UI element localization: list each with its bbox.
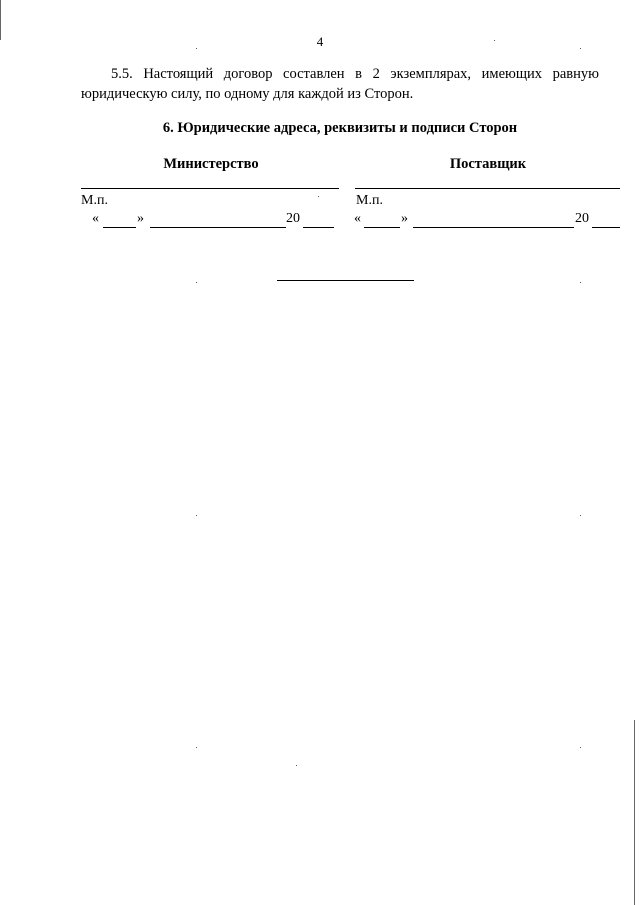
scan-speck [580, 282, 581, 283]
closing-rule [277, 280, 414, 281]
scan-speck [580, 747, 581, 748]
scan-edge-mark [0, 0, 1, 40]
clause-line-1: 5.5. Настоящий договор составлен в 2 экземплярах, имеющих равную [111, 66, 599, 82]
quote-open: « [354, 211, 361, 226]
scan-edge-mark [634, 720, 635, 905]
scan-speck [196, 515, 197, 516]
party-title-supplier: Поставщик [449, 156, 527, 172]
year-blank [303, 227, 334, 228]
page-number: 4 [316, 34, 324, 49]
scan-speck [196, 747, 197, 748]
party-title-ministry: Министерство [163, 156, 259, 172]
month-blank [150, 227, 286, 228]
date-field-supplier [354, 211, 620, 231]
stamp-label-ministry: М.п. [81, 193, 108, 208]
scan-speck [580, 48, 581, 49]
clause-5-5 [81, 64, 599, 104]
scan-speck [196, 282, 197, 283]
year-blank [592, 227, 620, 228]
signature-line-ministry [81, 188, 339, 189]
day-blank [364, 227, 400, 228]
scan-speck [580, 515, 581, 516]
date-field-ministry [92, 211, 335, 231]
quote-open: « [92, 211, 99, 226]
clause-line-2: юридическую силу, по одному для каждой из Сторон. [81, 86, 414, 102]
section-heading: 6. Юридические адреса, реквизиты и подписи Сторон [162, 120, 518, 136]
scan-speck [318, 196, 319, 197]
quote-close: » [137, 211, 144, 226]
year-prefix: 20 [575, 211, 589, 226]
scan-speck [494, 40, 495, 41]
month-blank [413, 227, 574, 228]
scan-speck [296, 765, 297, 766]
quote-close: » [401, 211, 408, 226]
year-prefix: 20 [286, 211, 300, 226]
stamp-label-supplier: М.п. [356, 193, 383, 208]
scan-speck [196, 48, 197, 49]
signature-line-supplier [355, 188, 620, 189]
day-blank [103, 227, 136, 228]
